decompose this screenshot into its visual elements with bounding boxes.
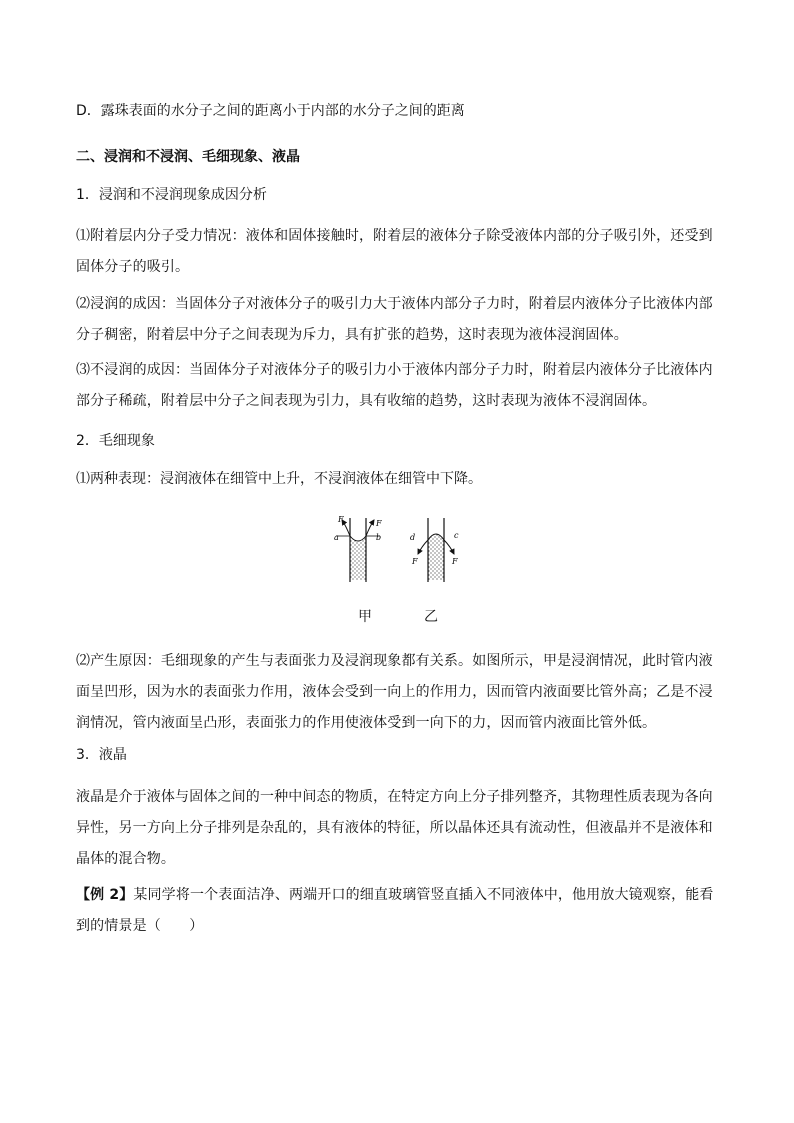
capillary-diagram [330,508,470,590]
section-title: 二、浸润和不浸润、毛细现象、液晶 [76,149,300,165]
paragraph-capillary-cause: ⑵产生原因：毛细现象的产生与表面张力及浸润现象都有关系。如图所示，甲是浸润情况，此时管内液面呈凹形，因为水的表面张力作用，液体会受到一向上的作用力，因而管内液面要比管外高；乙是不浸润情况，管内液面呈凸形，表面张力的作用使液体受到一向下的力，因而管内液面比管外低。 [76,653,713,731]
force-label: F [452,557,458,566]
example-text: 某同学将一个表面洁净、两端开口的细直玻璃管竖直插入不同液体中，他用放大镜观察，能看到的情景是（ ） [76,887,714,934]
point-label: c [454,531,459,540]
example-question [76,880,726,942]
heading-liquid-crystal: 3．液晶 [76,747,127,763]
force-label: F [338,515,344,524]
point-label: b [376,533,382,542]
heading-capillary: 2．毛细现象 [76,433,155,449]
capillary-figure [330,508,470,594]
point-label: d [410,533,416,542]
heading-wetting: 1．浸润和不浸润现象成因分析 [76,187,267,203]
caption-left: 甲 [358,609,372,625]
paragraph-adhesion-layer: ⑴附着层内分子受力情况：液体和固体接触时，附着层的液体分子除受液体内部的分子吸引外，还受到固体分子的吸引。 [76,228,713,275]
force-label: F [376,519,382,528]
option-d: D．露珠表面的水分子之间的距离小于内部的水分子之间的距离 [76,103,465,119]
paragraph-wetting-cause: ⑵浸润的成因：当固体分子对液体分子的吸引力大于液体内部分子力时，附着层内液体分子比液体内部分子稠密，附着层中分子之间表现为斥力，具有扩张的趋势，这时表现为液体浸润固体。 [76,296,713,343]
caption-right: 乙 [424,609,438,625]
example-label: 【例 2】 [76,887,134,903]
tube-wetting [334,515,382,582]
paragraph-capillary-forms: ⑴两种表现：浸润液体在细管中上升，不浸润液体在细管中下降。 [76,471,482,487]
paragraph-nonwetting-cause: ⑶不浸润的成因：当固体分子对液体分子的吸引力小于液体内部分子力时，附着层内液体分子比液体内部分子稀疏，附着层中分子之间表现为引力，具有收缩的趋势，这时表现为液体不浸润固体。 [76,362,713,409]
force-label: F [412,557,418,566]
point-label: a [334,533,339,542]
tube-nonwetting [410,518,459,582]
paragraph-liquid-crystal: 液晶是介于液体与固体之间的一种中间态的物质，在特定方向上分子排列整齐，其物理性质表现为各向异性，另一方向上分子排列是杂乱的，具有液体的特征，所以晶体还具有流动性，但液晶并不是液体和晶体的混合物。 [76,789,713,867]
